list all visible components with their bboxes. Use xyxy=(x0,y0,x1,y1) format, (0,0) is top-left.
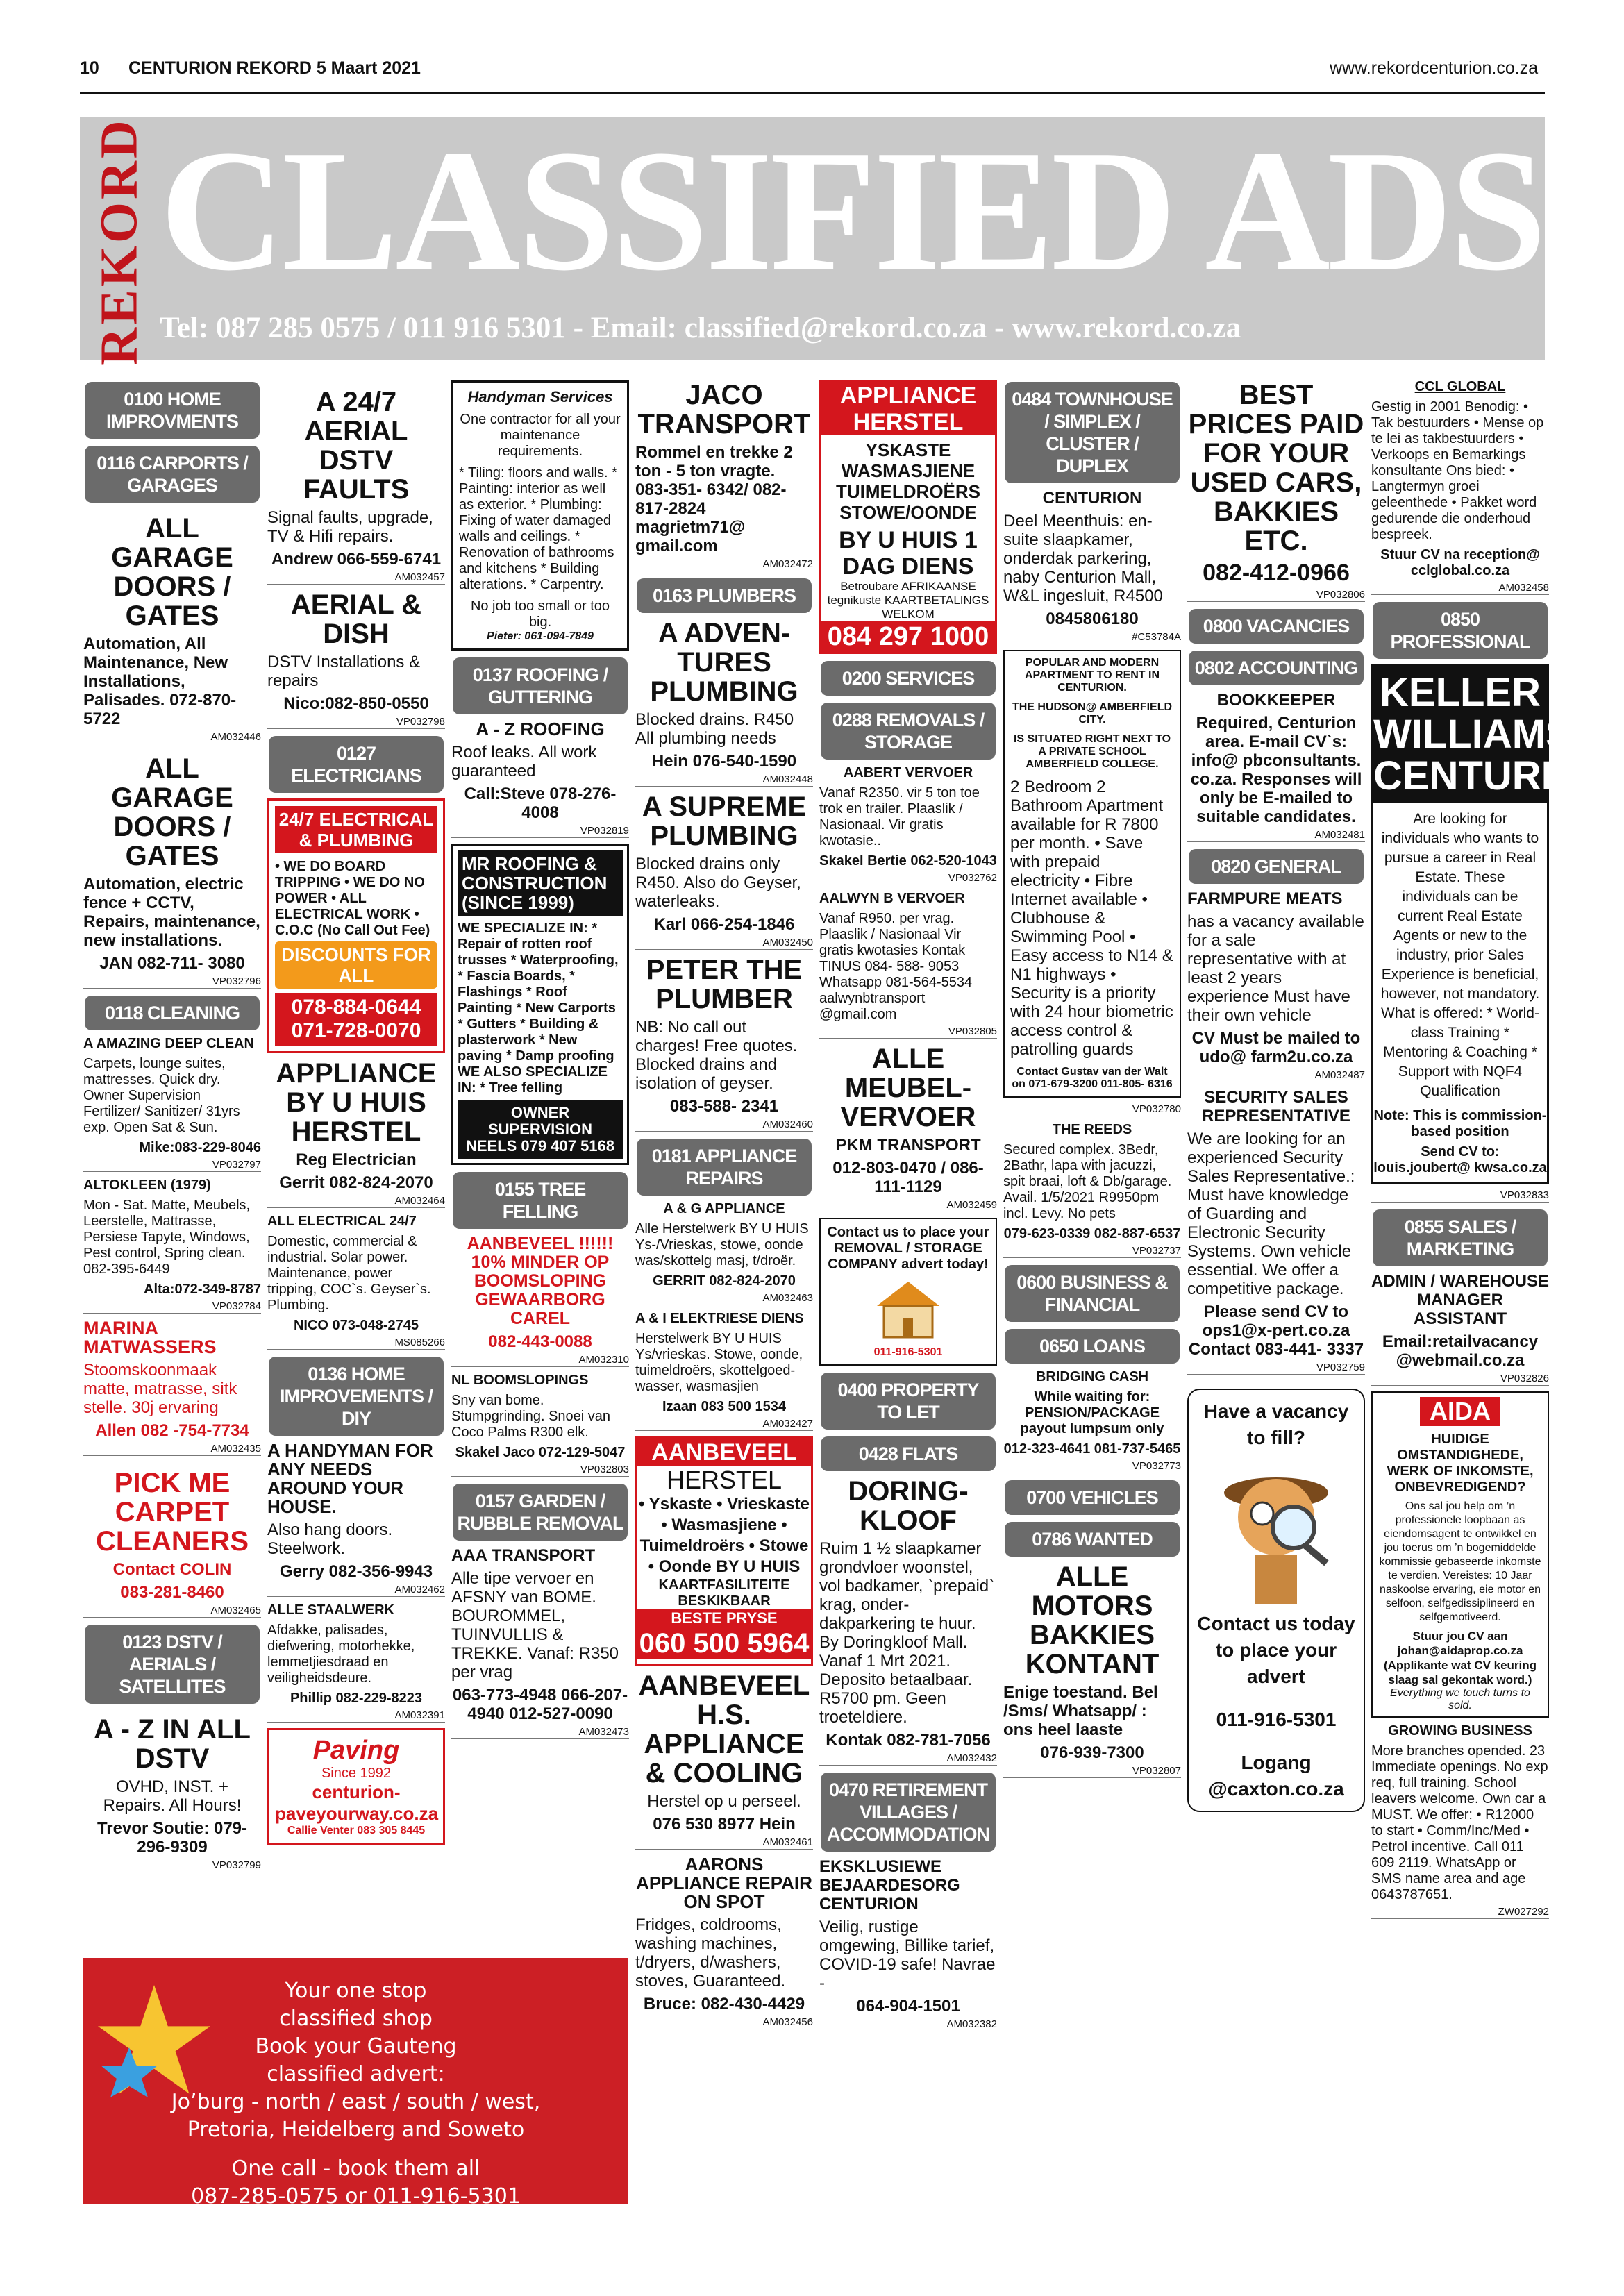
ad-body: Veilig, rustige omgewing, Billike tarief, COVID-19 safe! Navrae - xyxy=(819,1918,996,1993)
ad-body: NB: No call out charges! Free quotes. Blocked drains and isolation of geyser. xyxy=(635,1018,798,1093)
ad-phone: 012-803-0470 / 086-111-1129 xyxy=(832,1159,984,1196)
ad-phone: 079-623-0339 082-887-6537 xyxy=(1003,1226,1181,1241)
ad-ref: AM032458 xyxy=(1371,582,1549,595)
ad-body: Automation, All Maintenance, New Installations, Palisades. 072-870-5722 xyxy=(83,635,237,728)
ad-title: BOOKKEEPER xyxy=(1216,691,1336,710)
ad-phone: 076-939-7300 xyxy=(1040,1743,1144,1762)
category-vehicles[interactable]: 0700 VEHICLES xyxy=(1005,1480,1180,1515)
ad-title: APPLIANCE BY U HUIS HERSTEL xyxy=(276,1058,437,1147)
ad-mid2: IS SITUATED RIGHT NEXT TO A PRIVATE SCHOOL AMBERFIELD COLLEGE. xyxy=(1013,733,1171,770)
promo-mail[interactable]: Logang @caxton.co.za xyxy=(1208,1752,1344,1800)
ad-phone: Stuur CV na reception@ cclglobal.co.za xyxy=(1380,547,1540,578)
ad-phone: Andrew 066-559-6741 xyxy=(271,550,442,569)
ad-ref: VP032737 xyxy=(1003,1245,1181,1258)
ad-ref: VP032762 xyxy=(819,872,997,885)
ad-body: Secured complex. 3Bedr, 2Bathr, lapa with jacuzzi, spit braai, loft & Db/garage. Avail. 1/5/2021 R9950pm incl. Levy. No pets xyxy=(1003,1142,1172,1221)
ad-phone: CV Must be mailed to udo@ farm2u.co.za xyxy=(1191,1029,1361,1066)
ad-ref: VP032819 xyxy=(451,825,629,838)
classified-banner xyxy=(80,115,1545,366)
handyman-display-ad xyxy=(451,380,629,651)
ad-body: Gestig in 2001 Benodig: • Tak bestuurders • Mense op te lei as takbestuurders • Verkoops en Bemarkings konsultante Ons bied: • Langtermyn groei geleenthede • Pakket word gedurende die onderhoud bespreek. xyxy=(1371,399,1544,542)
ad-title: A AMAZING DEEP CLEAN xyxy=(83,1036,254,1051)
ad-phone: Skakel Jaco 072-129-5047 xyxy=(455,1445,626,1460)
ad-phone: 060 500 5964 xyxy=(637,1627,811,1659)
promo-line: classified advert: xyxy=(267,2062,445,2086)
ad-ref: VP032805 xyxy=(819,1025,997,1039)
ad-title: A ADVEN-TURES PLUMBING xyxy=(650,618,798,707)
paper-title: CENTURION REKORD 5 Maart 2021 xyxy=(128,58,421,78)
ad-phone: 012-323-4641 081-737-5465 xyxy=(1003,1441,1181,1457)
ad-ref: #C53784A xyxy=(1003,631,1181,644)
ad-body: Blocked drains only R450. Also do Geyser, waterleaks. xyxy=(635,855,801,911)
ad-phone: Pieter: 061-094-7849 xyxy=(487,630,594,642)
ad-phone: Gerry 082-356-9943 xyxy=(279,1562,433,1581)
ad-title: A & I ELEKTRIESE DIENS xyxy=(635,1311,804,1326)
ad-body: OVHD, INST. + Repairs. All Hours! xyxy=(103,1777,242,1815)
ad-headline: 24/7 ELECTRICAL & PLUMBING xyxy=(275,806,437,853)
ad-ref: AM032448 xyxy=(635,773,813,787)
ad-body: DSTV Installations & repairs xyxy=(267,653,421,690)
ad-title: ALLE STAALWERK xyxy=(267,1602,394,1618)
ad-ref: VP032796 xyxy=(83,975,261,989)
appliance-herstel-ad xyxy=(819,380,997,654)
category-retirement[interactable]: 0470 RETIREMENT VILLAGES / ACCOMMODATION xyxy=(821,1773,996,1852)
ad-phone: Mike:083-229-8046 xyxy=(139,1140,261,1155)
category-appliance-repairs[interactable]: 0181 APPLIANCE REPAIRS xyxy=(637,1139,812,1196)
ad-mid: THE HUDSON@ AMBERFIELD CITY. xyxy=(1012,701,1173,726)
promo-question: Have a vacancy to fill? xyxy=(1203,1400,1349,1448)
ad-ref: AM032391 xyxy=(267,1709,445,1723)
ad-phone: Email:retailvacancy @webmail.co.za xyxy=(1382,1332,1539,1370)
ad-body: Enige toestand. Bel /Sms/ Whatsapp/ : ons heel laaste xyxy=(1003,1683,1158,1739)
ad-ref: AM032461 xyxy=(635,1836,813,1850)
ad-ref: AM032456 xyxy=(635,2016,813,2029)
aida-logo: AIDA xyxy=(1420,1397,1500,1426)
ad-title: AANBEVEEL H.S. APPLIANCE & COOLING xyxy=(638,1670,810,1788)
ad-title: ALL GARAGE DOORS / GATES xyxy=(111,753,233,871)
ad-body: Sny van bome. Stumpgrinding. Snoei van Coco Palms R300 elk. xyxy=(451,1393,611,1440)
ad-ref: AM032310 xyxy=(451,1354,629,1367)
category-dstv[interactable]: 0123 DSTV / AERIALS / SATELLITES xyxy=(85,1625,260,1704)
ad-title: MARINA MATWASSERS xyxy=(83,1318,217,1357)
ad-phone: OWNER SUPERVISION NEELS 079 407 5168 xyxy=(458,1100,623,1159)
ad-title: AARONS APPLIANCE REPAIR ON SPOT xyxy=(636,1854,812,1912)
rekord-side-label: REKORD xyxy=(90,117,149,366)
category-roofing[interactable]: 0137 ROOFING / GUTTERING xyxy=(453,657,628,714)
category-electricians[interactable]: 0127 ELECTRICIANS xyxy=(269,736,444,793)
ad-phone: Call:Steve 078-276-4008 xyxy=(464,785,617,822)
promo-line: Your one stop xyxy=(285,1979,427,2003)
promo-line: Pretoria, Heidelberg and Soweto xyxy=(187,2118,525,2142)
ad-headline: Contact us to place your REMOVAL / STORAGE COMPANY advert today! xyxy=(827,1225,989,1272)
promo-phone: 011-916-5301 xyxy=(1216,1709,1337,1730)
ad-note: Betroubare AFRIKAANSE tegnikuste KAARTBETALINGS WELKOM xyxy=(827,580,989,621)
ad-note: KAARTFASILITEITE BESKIKBAAR xyxy=(658,1577,790,1609)
ad-body: Automation, electric fence + CCTV, Repairs, maintenance, new installations. xyxy=(83,875,260,950)
ad-body: Required, Centurion area. E-mail CV`s: info@ pbconsultants. co.za. Responses will only be E-mailed to suitable candidates. xyxy=(1190,714,1362,826)
ad-phone: Hein 076-540-1590 xyxy=(651,752,797,771)
category-general[interactable]: 0820 GENERAL xyxy=(1189,849,1364,884)
ad-title: ALL GARAGE DOORS / GATES xyxy=(111,513,233,631)
ad-ref: AM032487 xyxy=(1187,1069,1365,1082)
ad-phone: Karl 066-254-1846 xyxy=(653,915,795,934)
ad-title: ALLE MOTORS BAKKIES KONTANT xyxy=(1025,1561,1160,1679)
ad-title: AERIAL & DISH xyxy=(290,589,422,649)
ad-title: ALL ELECTRICAL 24/7 xyxy=(267,1214,417,1229)
category-property-to-let[interactable]: 0400 PROPERTY TO LET xyxy=(821,1373,996,1430)
ad-title: DORING-KLOOF xyxy=(848,1476,969,1536)
category-home-improvements[interactable]: 0100 HOME IMPROVMENTS xyxy=(85,382,260,439)
ad-phone: 084 297 1000 xyxy=(821,621,995,652)
ad-phone: 082-443-0088 xyxy=(488,1332,592,1351)
ad-title: APPLIANCE HERSTEL xyxy=(821,383,995,435)
ad-title: Paving xyxy=(312,1736,400,1765)
category-tree-felling[interactable]: 0155 TREE FELLING xyxy=(453,1172,628,1229)
ad-ref: VP032806 xyxy=(1187,589,1365,602)
category-professional[interactable]: 0850 PROFESSIONAL xyxy=(1373,602,1548,659)
category-business[interactable]: 0600 BUSINESS & FINANCIAL xyxy=(1005,1265,1180,1322)
banner-title: CLASSIFIED ADS xyxy=(160,115,1544,307)
category-services[interactable]: 0200 SERVICES xyxy=(821,661,996,696)
ad-title: SECURITY SALES REPRESENTATIVE xyxy=(1202,1088,1350,1125)
ad-slogan: Everything we touch turns to sold. xyxy=(1390,1687,1530,1711)
ad-note: Note: This is commission-based position xyxy=(1373,1108,1547,1139)
ad-phone: Bruce: 082-430-4429 xyxy=(643,1995,805,2013)
ad-phone: Phillip 082-229-8223 xyxy=(290,1691,423,1706)
ad-ref: AM032464 xyxy=(267,1195,445,1208)
ad-title: BEST PRICES PAID FOR YOUR USED CARS, BAKKIES ETC. xyxy=(1188,380,1364,556)
ad-phone: Alta:072-349-8787 xyxy=(144,1282,261,1297)
ad-title: AANBEVEEL xyxy=(637,1439,811,1466)
ad-body: Carpets, lounge suites, mattresses. Quick dry. Owner Supervision Fertilizer/ Sanitizer/ 31yrs exp. Open Sat & Sun. xyxy=(83,1056,240,1135)
ad-title: MR ROOFING & CONSTRUCTION (SINCE 1999) xyxy=(458,850,623,916)
ad-ref: AM032460 xyxy=(635,1118,813,1132)
ad-title: PETER THE PLUMBER xyxy=(646,955,803,1014)
ad-phone: 076 530 8977 Hein xyxy=(653,1815,796,1834)
website-link[interactable]: www.rekordcenturion.co.za xyxy=(1330,58,1539,78)
ad-ref: AM032473 xyxy=(451,1726,629,1739)
ad-phone: 082-412-0966 xyxy=(1203,560,1350,586)
apartment-display-ad xyxy=(1003,650,1181,1098)
ad-phone: Stuur jou CV aan johan@aidaprop.co.za (Applikante wat CV keuring slaag sal gekontak word.) xyxy=(1383,1629,1537,1686)
ad-ref: AM032463 xyxy=(635,1292,813,1305)
ad-phone: Contact Gustav van der Walt on 071-679-3200 011-805- 6316 xyxy=(1012,1066,1173,1090)
ad-body: Vanaf R950. per vrag. Plaaslik / Nasionaal Vir gratis kwotasies Kontak TINUS 084- 588- 9053 Whatsapp 081-564-5534 aalwynbtransport @gmail.com xyxy=(819,911,973,1022)
ad-ref: AM032435 xyxy=(83,1443,261,1456)
ad-body: Deel Meenthuis: en-suite slaapkamer, onderdak parkering, naby Centurion Mall, W&L ingesluit, R4500 xyxy=(1003,512,1163,605)
ad-phone: 011-916-5301 xyxy=(873,1346,943,1358)
column-6 xyxy=(1003,375,1181,2263)
ad-title: NL BOOMSLOPINGS xyxy=(451,1373,589,1388)
aida-display-ad xyxy=(1371,1391,1549,1718)
ad-ref: AM032472 xyxy=(635,558,813,571)
ad-site[interactable]: centurion-paveyourway.co.za xyxy=(275,1782,439,1824)
ad-title: FARMPURE MEATS xyxy=(1187,889,1343,908)
ad-ref: VP032799 xyxy=(83,1859,261,1872)
aanbeveel-display-ad xyxy=(635,1436,813,1666)
ad-phone: Trevor Soutie: 079-296-9309 xyxy=(97,1819,248,1857)
ad-ref: AM032446 xyxy=(83,731,261,744)
ad-phone: 078-884-0644 071-728-0070 xyxy=(275,993,437,1046)
removals-promo xyxy=(819,1218,997,1366)
category-cleaning[interactable]: 0118 CLEANING xyxy=(85,996,260,1030)
ad-title: A - Z ROOFING xyxy=(476,719,605,739)
ad-ref: AM032382 xyxy=(819,2018,997,2031)
ad-title: JACO TRANSPORT xyxy=(637,380,811,439)
ad-title: ALLE MEUBEL-VERVOER xyxy=(840,1044,976,1132)
electrical-display-ad xyxy=(267,798,445,1053)
house-mover-icon xyxy=(870,1278,946,1341)
ad-body: Alle Herstelwerk BY U HUIS Ys-/Vrieskas, stowe, oonde was/skottelg masj, t/droër. xyxy=(635,1221,809,1268)
ad-ref: VP032798 xyxy=(267,716,445,729)
ad-body: PKM TRANSPORT xyxy=(835,1136,981,1155)
promo-phone: 087-285-0575 or 011-916-5301 xyxy=(191,2184,521,2209)
ad-title: AABERT VERVOER xyxy=(843,765,973,780)
ad-body: Contact COLIN xyxy=(112,1560,232,1579)
ad-body: Domestic, commercial & industrial. Solar power. Maintenance, power tripping, COC`s. Geyser`s. Plumbing. xyxy=(267,1234,431,1313)
ad-title: Handyman Services xyxy=(467,388,613,405)
ad-body: More branches opended. 23 Immediate openings. No exp req, full training. School leavers welcome. Own car a MUST. We offer: • R12000 to start • Comm/Inc/Med • Petrol incentive. Call 011 609 2119. WhatsApp or SMS name area and age 0643787651. xyxy=(1371,1743,1548,1902)
ad-body: Herstel op u perseel. xyxy=(647,1792,801,1811)
ad-ref: VP032784 xyxy=(83,1300,261,1314)
header-rule xyxy=(80,92,1545,94)
ad-ref: AM032432 xyxy=(819,1752,997,1766)
ad-phone: Send CV to: louis.joubert@ kwsa.co.za xyxy=(1373,1144,1547,1175)
ad-body: Reg Electrician xyxy=(296,1150,417,1169)
ad-title: ALTOKLEEN (1979) xyxy=(83,1178,211,1193)
ad-ref: VP032780 xyxy=(1003,1103,1181,1116)
ad-body: Rommel en trekke 2 ton - 5 ton vragte. 083-351- 6342/ 082-817-2824 magrietm71@ gmail.com xyxy=(635,443,793,555)
ad-body: 2 Bedroom 2 Bathroom Apartment available for R 7800 per month. • Save with prepaid electricity • Fibre Internet available • Clubhouse & Swimming Pool • Easy access to N14 & N1 highways • Security is a priority with 24 hour biometric access control & patrolling guards xyxy=(1010,778,1173,1059)
category-carports[interactable]: 0116 CARPORTS / GARAGES xyxy=(85,446,260,503)
ad-phone: 083-281-8460 xyxy=(120,1583,224,1602)
ad-body: Ons sal jou help om ’n professionele loopbaan as eiendomsagent te ontwikkel en jou toerus om ’n bogemiddelde kommissie gebaseerde inkomste te verdien. Vereistes: 10 Jaar naskoolse ervaring, eie motor en selfoon, selfgedissiplineerd en selfgemotiveerd. xyxy=(1379,1500,1541,1623)
column-8 xyxy=(1371,375,1613,2263)
ad-title: EKSKLUSIEWE BEJAARDESORG CENTURION xyxy=(819,1857,960,1913)
ad-body: Ruim 1 ½ slaapkamer grondvloer woonstel, vol badkamer, `prepaid` krag, onder-dakparkering te huur. By Doringkloof Mall. Vanaf 1 Mrt 2021. Deposito betaalbaar. R5700 pm. Geen troeteldiere. xyxy=(819,1539,995,1727)
ad-body: Are looking for individuals who wants to pursue a career in Real Estate. These individuals can be current Real Estate Agents or new to the industry, prior Sales Experience is beneficial, however, not mandatory. What is offered: * World-class Training * Mentoring & Coaching * Support with NQF4 Qualification xyxy=(1380,811,1540,1099)
ad-phone: 083-588- 2341 xyxy=(669,1097,779,1116)
ad-title: GROWING BUSINESS xyxy=(1388,1723,1532,1738)
ad-ref: AM032457 xyxy=(267,571,445,585)
ad-body: Also hang doors. Steelwork. xyxy=(267,1520,393,1558)
ad-title: BRIDGING CASH xyxy=(1035,1369,1149,1384)
ad-list: WE SPECIALIZE IN: * Repair of rotten roof trusses * Waterproofing, * Fascia Boards, * Flashings * Roof Painting * New Carports * Gutters * Building & plasterwork * New paving * Damp proofing WE ALSO SPECIALIZE IN: * Tree felling xyxy=(458,921,619,1096)
ad-ref: VP032833 xyxy=(1371,1189,1549,1203)
ad-title: A HANDYMAN FOR ANY NEEDS AROUND YOUR HOUSE. xyxy=(267,1440,433,1517)
category-accounting[interactable]: 0802 ACCOUNTING xyxy=(1189,651,1364,685)
discount-badge: DISCOUNTS FOR ALL xyxy=(275,941,437,989)
ad-ref: VP032759 xyxy=(1187,1361,1365,1375)
promo-body: Contact us today to place your advert xyxy=(1197,1613,1355,1687)
promo-line: Jo’burg - north / east / south / west, xyxy=(171,2090,541,2114)
ad-title: CENTURION xyxy=(1042,489,1142,508)
ad-phone: NICO 073-048-2745 xyxy=(293,1318,419,1333)
ad-sub: HERSTEL xyxy=(666,1466,782,1494)
category-home-diy[interactable]: 0136 HOME IMPROVEMENTS / DIY xyxy=(269,1357,444,1436)
column-7 xyxy=(1187,375,1365,2263)
ad-title: HUIDIGE OMSTANDIGHEDE, WERK OF INKOMSTE, ONBEVREDIGEND? xyxy=(1387,1432,1534,1495)
ad-ref: VP032773 xyxy=(1003,1460,1181,1473)
ad-body: Mon - Sat. Matte, Meubels, Leerstelle, Mattrasse, Persiese Tapyte, Windows, Pest control, Spring clean. 082-395-6449 xyxy=(83,1198,251,1277)
ad-body: Vanaf R2350. vir 5 ton toe trok en trailer. Plaaslik / Nasionaal. Vir gratis kwotasie.. xyxy=(819,785,980,848)
category-plumbers[interactable]: 0163 PLUMBERS xyxy=(637,578,812,613)
ad-title: AAA TRANSPORT xyxy=(451,1546,596,1565)
ad-body: Fridges, coldrooms, washing machines, t/dryers, d/washers, stoves, Guaranteed. xyxy=(635,1916,786,1991)
ad-lead: One contractor for all your maintenance requirements. xyxy=(460,412,621,459)
banner-contact: Tel: 087 285 0575 / 011 916 5301 - Email: classified@rekord.co.za - www.rekord.co.za xyxy=(160,312,1241,344)
ad-ref: AM032465 xyxy=(83,1604,261,1618)
ad-body: Alle tipe vervoer en AFSNY van BOME. BOUROMMEL, TUINVULLIS & TREKKE. Vanaf: R350 per vrag xyxy=(451,1569,619,1682)
ad-ref: AM032427 xyxy=(635,1418,813,1431)
ad-list: * Tiling: floors and walls. * Painting: interior as well as exterior. * Plumbing: Fixing of water damaged walls and ceilings. * Renovation of bathrooms and kitchens * Building alterations. * Carpentry. xyxy=(459,465,617,592)
ad-body: Afdakke, palisades, diefwering, motorhekke, lemmetjiesdraad en veiligheidsdeure. xyxy=(267,1623,415,1686)
page-number: 10 xyxy=(80,58,99,78)
ad-title: THE REEDS xyxy=(1052,1122,1132,1137)
ad-ref: VP032803 xyxy=(451,1464,629,1477)
ad-body: While waiting for: PENSION/PACKAGE payout lumpsum only xyxy=(1020,1389,1164,1436)
ad-phone: Callie Venter 083 305 8445 xyxy=(287,1825,426,1836)
ad-ref: VP032826 xyxy=(1371,1373,1549,1386)
ad-phone: Kontak 082-781-7056 xyxy=(826,1731,991,1750)
ad-ref: MS085266 xyxy=(267,1336,445,1350)
ad-price: BESTE PRYSE xyxy=(637,1609,811,1627)
ad-sub: Since 1992 xyxy=(321,1766,392,1781)
column-4 xyxy=(635,375,813,2263)
category-loans[interactable]: 0650 LOANS xyxy=(1005,1329,1180,1364)
ad-body: Herstelwerk BY U HUIS Ys/vrieskas. Stowe, oonde, tuimeldroërs, skottelgoed-wasser, wasmasjien xyxy=(635,1331,803,1394)
ad-body: Stoomskoonmaak matte, matrasse, sitk stelle. 30j ervaring xyxy=(83,1361,237,1417)
ad-title: KELLER WILLIAMS CENTURION xyxy=(1373,667,1547,803)
ad-title: POPULAR AND MODERN APARTMENT TO RENT IN CENTURION. xyxy=(1024,657,1160,694)
ad-phone: 063-773-4948 066-207-4940 012-527-0090 xyxy=(452,1686,628,1723)
promo-line: Book your Gauteng xyxy=(255,2034,457,2059)
ad-title: CCL GLOBAL xyxy=(1414,379,1506,394)
ad-title: PICK ME CARPET CLEANERS xyxy=(95,1468,249,1557)
category-removals[interactable]: 0288 REMOVALS / STORAGE xyxy=(821,703,996,760)
promo-line: classified shop xyxy=(279,2006,433,2031)
ad-ref: ZW027292 xyxy=(1371,1906,1549,1919)
ad-body: We are looking for an experienced Security Sales Representative.: Must have knowledge of Guarding and Electronic Security Systems. Own vehicle essential. We offer a competitive package. xyxy=(1187,1130,1355,1298)
ad-ref: AM032459 xyxy=(819,1199,997,1212)
star-burst-icon xyxy=(92,1979,217,2104)
promo-line: One call - book them all xyxy=(231,2156,480,2181)
classified-shop-promo xyxy=(83,1958,628,2209)
ad-ref: AM032450 xyxy=(635,937,813,950)
ad-title: A 24/7 AERIAL DSTV FAULTS xyxy=(303,387,410,505)
category-townhouse[interactable]: 0484 TOWNHOUSE / SIMPLEX / CLUSTER / DUPLEX xyxy=(1005,382,1180,483)
ad-body: Signal faults, upgrade, TV & Hifi repairs. xyxy=(267,508,433,546)
ad-phone: 064-904-1501 xyxy=(856,1997,960,2016)
ad-ref: VP032807 xyxy=(1003,1765,1181,1778)
ad-body: YSKASTE WASMASJIENE TUIMELDROËRS STOWE/OONDE xyxy=(836,439,980,523)
ad-list: • Yskaste • Vrieskaste • Wasmasjiene • Tuimeldroërs • Stowe • Oonde BY U HUIS xyxy=(639,1495,810,1576)
ad-title: AANBEVEEL !!!!!! 10% MINDER OP BOOMSLOPING GEWAARBORG CAREL xyxy=(467,1234,614,1328)
ad-phone: Gerrit 082-824-2070 xyxy=(279,1173,433,1192)
ad-ref: AM032462 xyxy=(267,1584,445,1597)
category-garden[interactable]: 0157 GARDEN / RUBBLE REMOVAL xyxy=(453,1484,628,1541)
ad-ref: VP032797 xyxy=(83,1159,261,1172)
detective-icon xyxy=(1197,1451,1355,1611)
ad-phone: Izaan 083 500 1534 xyxy=(662,1399,786,1414)
ad-title: A SUPREME PLUMBING xyxy=(642,791,807,851)
ad-phone: JAN 082-711- 3080 xyxy=(99,954,245,973)
ad-ref: AM032481 xyxy=(1187,829,1365,842)
roofing-display-ad xyxy=(451,844,629,1165)
ad-body: has a vacancy available for a sale representative with at least 2 years experience Must have their own vehicle xyxy=(1187,912,1364,1025)
ad-title: AALWYN B VERVOER xyxy=(819,891,965,906)
ad-phone: 0845806180 xyxy=(1046,610,1139,628)
paving-display-ad xyxy=(267,1728,445,1845)
ad-phone: Please send CV to ops1@x-pert.co.za Contact 083-441- 3337 xyxy=(1188,1302,1364,1359)
ad-phone: Nico:082-850-0550 xyxy=(283,694,429,713)
ad-note: No job too small or too big. xyxy=(470,598,610,630)
ad-phone: GERRIT 082-824-2070 xyxy=(653,1273,796,1289)
ad-list: • WE DO BOARD TRIPPING • WE DO NO POWER • ALL ELECTRICAL WORK • C.O.C (No Call Out Fee) xyxy=(275,859,430,938)
ad-body: Blocked drains. R450 All plumbing needs xyxy=(635,710,794,748)
keller-williams-ad xyxy=(1371,664,1613,1184)
column-5 xyxy=(819,375,997,2263)
category-flats[interactable]: 0428 FLATS xyxy=(821,1436,996,1471)
ad-title: ADMIN / WAREHOUSE MANAGER ASSISTANT xyxy=(1371,1272,1550,1328)
category-vacancies[interactable]: 0800 VACANCIES xyxy=(1189,609,1364,644)
vacancy-promo xyxy=(1187,1389,1365,1812)
ad-phone: Allen 082 -754-7734 xyxy=(95,1421,249,1440)
category-wanted[interactable]: 0786 WANTED xyxy=(1005,1522,1180,1557)
ad-body: Roof leaks. All work guaranteed xyxy=(451,743,597,780)
category-sales-marketing[interactable]: 0855 SALES / MARKETING xyxy=(1373,1209,1548,1266)
ad-title: A - Z IN ALL DSTV xyxy=(94,1714,251,1774)
ad-huis: BY U HUIS 1 DAG DIENS xyxy=(839,527,978,580)
ad-phone: Skakel Bertie 062-520-1043 xyxy=(819,853,997,869)
ad-title: A & G APPLIANCE xyxy=(663,1201,785,1216)
